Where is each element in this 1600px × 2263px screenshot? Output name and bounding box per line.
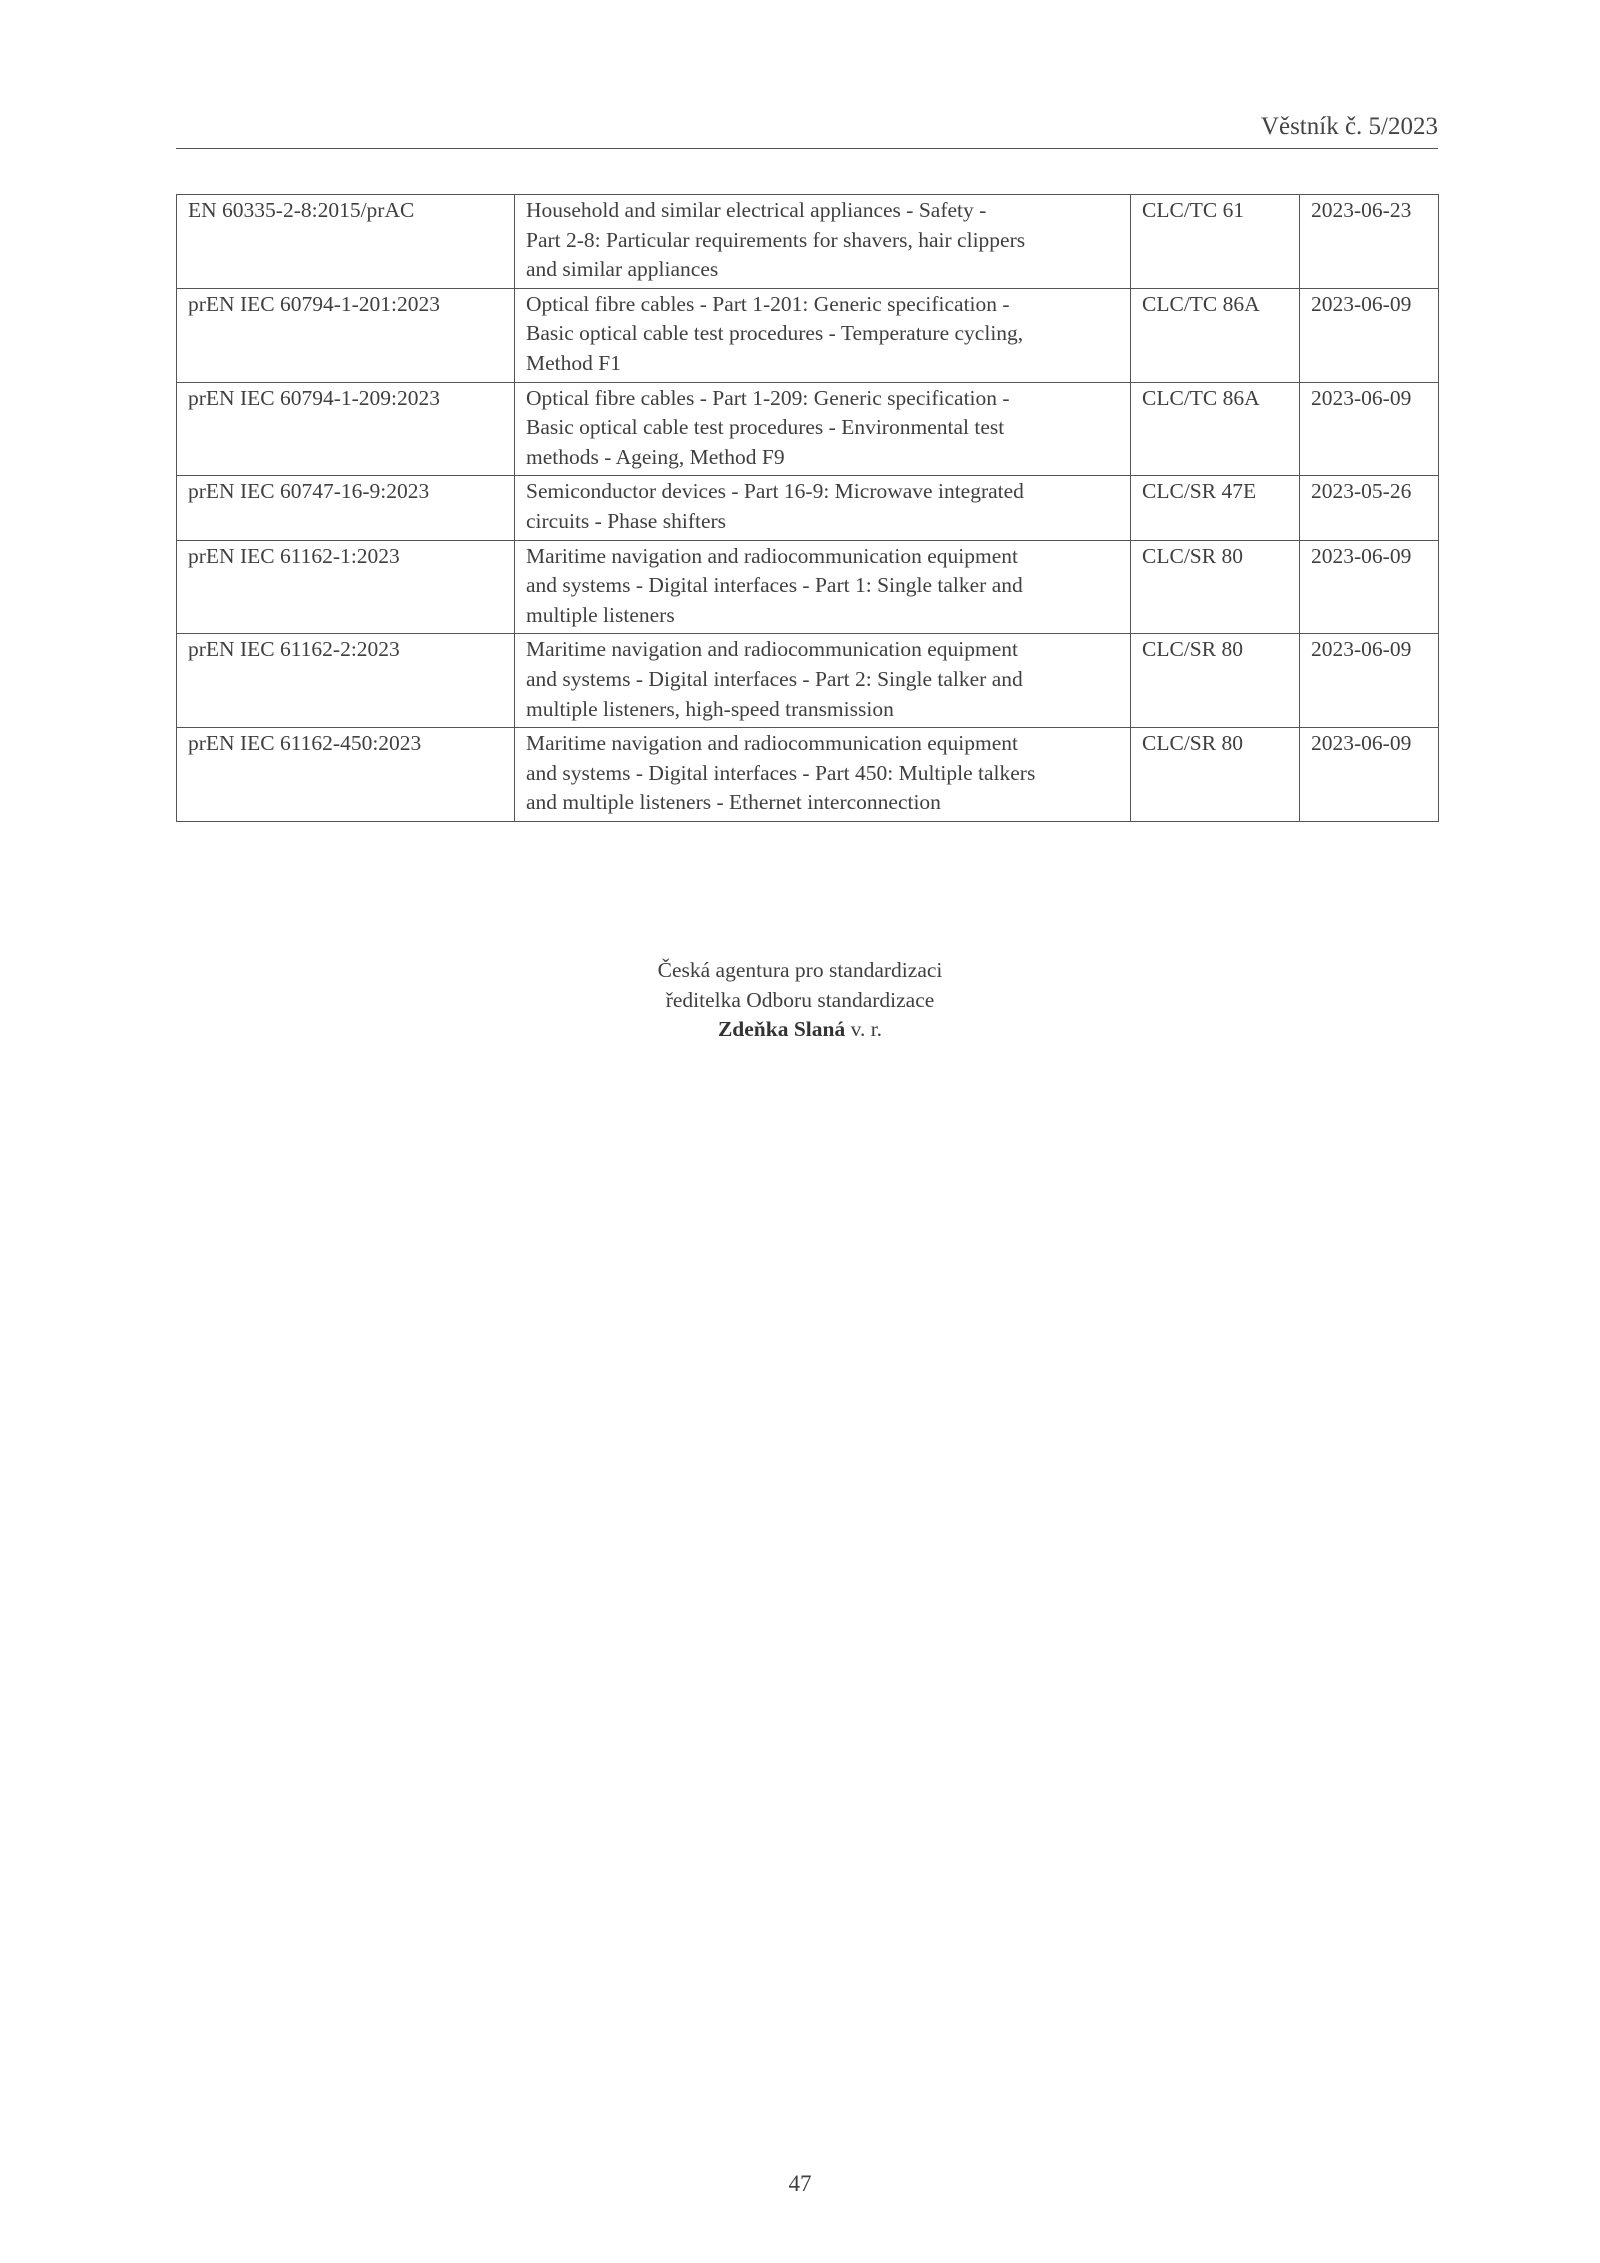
date-cell: 2023-06-09 — [1300, 382, 1439, 476]
date-cell: 2023-06-09 — [1300, 728, 1439, 822]
standard-title-cell — [515, 195, 1131, 289]
standard-title-cell — [515, 634, 1131, 728]
standard-title-line: Semiconductor devices - Part 16-9: Microwave integrated — [526, 479, 1024, 504]
standard-title-line: Optical fibre cables - Part 1-201: Generic specification - — [526, 291, 1010, 316]
standard-title-line: and systems - Digital interfaces - Part 2: Single talker and — [526, 666, 1023, 691]
signature-suffix: v. r. — [845, 1017, 883, 1042]
table-row — [177, 288, 1439, 382]
standard-title-line: Household and similar electrical appliances - Safety - — [526, 198, 987, 222]
page-number: 47 — [788, 2171, 812, 2196]
page-header — [176, 112, 1438, 149]
committee-cell: CLC/SR 80 — [1131, 634, 1300, 728]
standard-title-cell — [515, 728, 1131, 822]
standard-title-line: and systems - Digital interfaces - Part 1: Single talker and — [526, 573, 1023, 598]
standard-title-line: methods - Ageing, Method F9 — [526, 444, 785, 469]
standard-title-line: Method F1 — [526, 350, 621, 375]
committee-cell: CLC/TC 86A — [1131, 382, 1300, 476]
standard-title-cell — [515, 288, 1131, 382]
signature-block — [500, 956, 1100, 1045]
table-row — [177, 540, 1439, 634]
signature-name-line — [500, 1015, 1100, 1045]
standard-title-line: and multiple listeners - Ethernet interconnection — [526, 790, 941, 815]
standard-title-line: circuits - Phase shifters — [526, 508, 727, 533]
standard-title-line: and systems - Digital interfaces - Part 450: Multiple talkers — [526, 760, 1036, 785]
standard-title-line: Maritime navigation and radiocommunication equipment — [526, 637, 1018, 662]
standards-table — [176, 194, 1439, 822]
date-cell: 2023-05-26 — [1300, 476, 1439, 540]
table-row — [177, 476, 1439, 540]
standard-code-cell: EN 60335-2-8:2015/prAC — [177, 195, 515, 289]
standard-title-cell — [515, 382, 1131, 476]
committee-cell: CLC/TC 61 — [1131, 195, 1300, 289]
date-cell: 2023-06-09 — [1300, 540, 1439, 634]
signatory-name: Zdeňka Slaná — [717, 1017, 846, 1042]
standard-code-cell: prEN IEC 60794-1-209:2023 — [177, 382, 515, 476]
table-row — [177, 382, 1439, 476]
standard-title-line: Basic optical cable test procedures - Temperature cycling, — [526, 321, 1024, 346]
standard-title-cell — [515, 540, 1131, 634]
standard-title-line: Basic optical cable test procedures - Environmental test — [526, 415, 1005, 440]
committee-cell: CLC/SR 47E — [1131, 476, 1300, 540]
date-cell: 2023-06-09 — [1300, 288, 1439, 382]
standard-title-line: multiple listeners, high-speed transmission — [526, 696, 894, 721]
date-cell: 2023-06-09 — [1300, 634, 1439, 728]
standard-title-line: and similar appliances — [526, 257, 719, 282]
date-cell: 2023-06-23 — [1300, 195, 1439, 289]
standard-title-line: Maritime navigation and radiocommunication equipment — [526, 731, 1018, 756]
signature-organization: Česká agentura pro standardizaci — [657, 958, 943, 982]
standard-title-line: Optical fibre cables - Part 1-209: Generic specification - — [526, 385, 1010, 410]
standard-title-line: multiple listeners — [526, 602, 675, 627]
standard-code-cell: prEN IEC 60794-1-201:2023 — [177, 288, 515, 382]
committee-cell: CLC/SR 80 — [1131, 728, 1300, 822]
standard-title-cell — [515, 476, 1131, 540]
standard-code-cell: prEN IEC 60747-16-9:2023 — [177, 476, 515, 540]
standard-code-cell: prEN IEC 61162-450:2023 — [177, 728, 515, 822]
standard-title-line: Maritime navigation and radiocommunication equipment — [526, 543, 1018, 568]
committee-cell: CLC/TC 86A — [1131, 288, 1300, 382]
signature-position: ředitelka Odboru standardizace — [665, 987, 935, 1012]
committee-cell: CLC/SR 80 — [1131, 540, 1300, 634]
bulletin-title: Věstník č. 5/2023 — [1260, 113, 1438, 140]
standard-code-cell: prEN IEC 61162-1:2023 — [177, 540, 515, 634]
standard-title-line: Part 2-8: Particular requirements for shavers, hair clippers — [526, 227, 1026, 252]
table-row — [177, 634, 1439, 728]
table-row — [177, 195, 1439, 289]
standard-code-cell: prEN IEC 61162-2:2023 — [177, 634, 515, 728]
table-row — [177, 728, 1439, 822]
